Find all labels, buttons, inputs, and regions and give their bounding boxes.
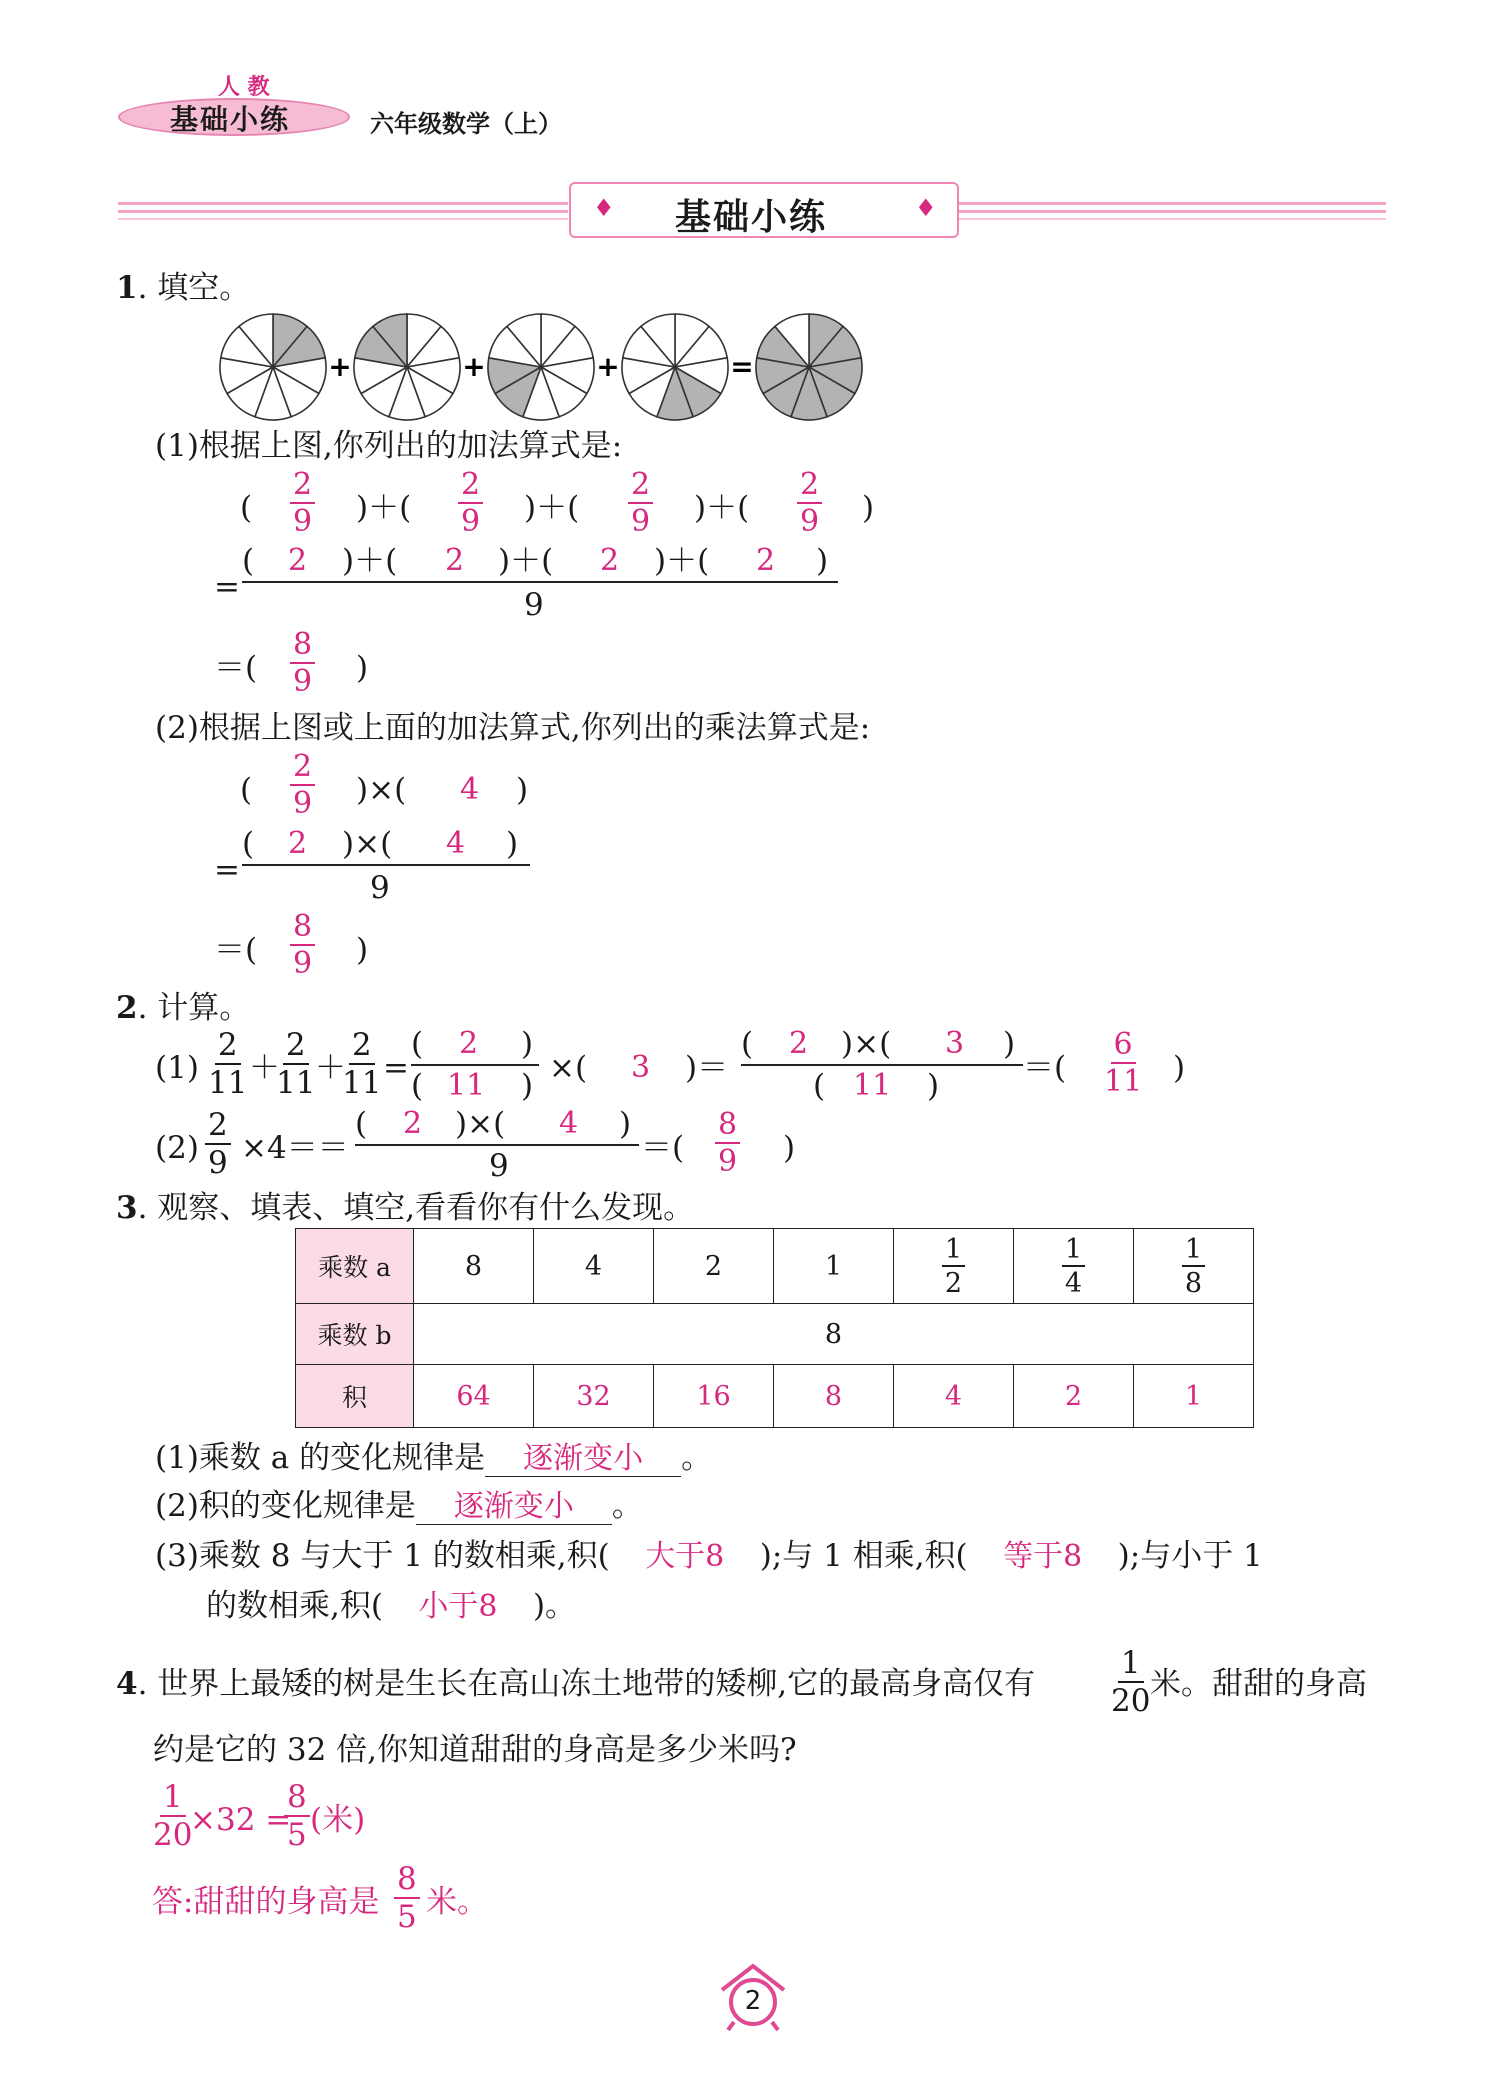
banner-title: 基础小练 bbox=[675, 196, 828, 238]
table-cell: 1 bbox=[774, 1229, 894, 1304]
q1-number: 1 bbox=[116, 270, 138, 306]
q1-title: 1. 填空。 bbox=[116, 270, 251, 306]
q1-sum-line: ( $\frac{2}{9}$ )＋( $\frac{2}{9}$ )＋( $\frac{2}{9}$ )＋( $\frac{2}{9}$ ) bbox=[240, 467, 875, 539]
table-cell: 64 bbox=[414, 1365, 534, 1428]
q4-text-line2: 约是它的 32 倍,你知道甜甜的身高是多少米吗? bbox=[153, 1732, 797, 1768]
q2-part2: (2) $\frac{2}{9}$ ×4＝＝ ( 2 )×( 4 ) 9 ＝( $\frac{8}{9}$ ) bbox=[155, 1106, 796, 1184]
row-a-label: 乘数 a bbox=[296, 1229, 414, 1304]
table-cell: 2 bbox=[654, 1229, 774, 1304]
q2-title: 2. 计算。 bbox=[116, 990, 251, 1026]
table-row bbox=[296, 1229, 1254, 1304]
q1-title-text: 填空。 bbox=[157, 270, 251, 306]
q3-sub3-line2: 的数相乘,积( 小于8 )。 bbox=[206, 1586, 576, 1627]
table-cell: 16 bbox=[654, 1365, 774, 1428]
row-b-label: 乘数 b bbox=[296, 1304, 414, 1365]
q3-title-text: 观察、填表、填空,看看你有什么发现。 bbox=[157, 1190, 695, 1226]
q4-answer: 答:甜甜的身高是 $\frac{8}{5}$ 米。 bbox=[152, 1861, 488, 1935]
q1-sub1-prompt: (1)根据上图,你列出的加法算式是: bbox=[155, 428, 623, 464]
banner-box bbox=[569, 182, 959, 238]
pie-diagram bbox=[215, 310, 875, 428]
q1-product-result: ＝( $\frac{8}{9}$ ) bbox=[214, 909, 369, 981]
q3-sub3-answer3: 小于8 bbox=[418, 1589, 498, 1624]
q4-text: 4. 世界上最矮的树是生长在高山冻土地带的矮柳,它的最高身高仅有 $\frac{1}{20}$ 米。甜甜的身高 bbox=[116, 1645, 1367, 1719]
series-title: 基础小练 bbox=[170, 103, 291, 136]
table-cell: 8 bbox=[774, 1365, 894, 1428]
q3-sub3: (3)乘数 8 与大于 1 的数相乘,积( 大于8 );与 1 相乘,积( 等于8 );与小于 1 bbox=[155, 1536, 1263, 1577]
table-cell: 8 bbox=[414, 1304, 1254, 1365]
table-cell: 4 bbox=[534, 1229, 654, 1304]
table-cell: $\frac{1}{2}$ bbox=[894, 1229, 1014, 1304]
q1-sub2-prompt: (2)根据上图或上面的加法算式,你列出的乘法算式是: bbox=[155, 710, 871, 746]
page-number-badge bbox=[716, 1960, 790, 2034]
table-row bbox=[296, 1365, 1254, 1428]
section-banner bbox=[118, 182, 1386, 236]
q3-number: 3 bbox=[116, 1190, 138, 1226]
multiplication-table bbox=[295, 1228, 1254, 1428]
q2-title-text: 计算。 bbox=[157, 990, 251, 1026]
page-number: 2 bbox=[744, 1986, 762, 2016]
pie-operator: = bbox=[730, 350, 754, 383]
q2-part1: (1) $\frac{2}{11}$ ＋ $\frac{2}{11}$ ＋ $\frac{2}{11}$ = ( 2 ) ( 11 ) ×( 3 )＝ ( 2 )×( 3 ) ( 11 ) ＝( $\frac{6}{11}$ ) bbox=[155, 1026, 1186, 1104]
q3-sub3-answer1: 大于8 bbox=[645, 1539, 725, 1574]
q3-sub3-answer2: 等于8 bbox=[1003, 1539, 1083, 1574]
series-small-label: 人 教 bbox=[218, 74, 270, 100]
table-cell: 4 bbox=[894, 1365, 1014, 1428]
table-cell: 8 bbox=[414, 1229, 534, 1304]
table-cell: $\frac{1}{4}$ bbox=[1014, 1229, 1134, 1304]
q4-work: $\frac{1}{20}$ ×32 = $\frac{8}{5}$ (米) bbox=[153, 1779, 366, 1853]
pie-operator: + bbox=[596, 350, 620, 383]
row-product-label: 积 bbox=[296, 1365, 414, 1428]
table-cell: $\frac{1}{8}$ bbox=[1134, 1229, 1254, 1304]
grade-subject: 六年级数学（上） bbox=[370, 109, 562, 138]
q1-sum-numerator-line: = ( 2 )＋( 2 )＋( 2 )＋( 2 ) 9 bbox=[214, 545, 854, 625]
diamond-icon: ♦ bbox=[915, 194, 937, 222]
pie-operator: + bbox=[328, 350, 352, 383]
q3-sub2-answer: 逐渐变小 bbox=[416, 1490, 612, 1525]
q1-product-line: ( $\frac{2}{9}$ )×( 4 ) bbox=[240, 749, 529, 821]
q3-sub1-answer: 逐渐变小 bbox=[485, 1442, 681, 1477]
table-row bbox=[296, 1304, 1254, 1365]
q1-sum-result: ＝( $\frac{8}{9}$ ) bbox=[214, 627, 369, 699]
table-cell: 32 bbox=[534, 1365, 654, 1428]
table-cell: 1 bbox=[1134, 1365, 1254, 1428]
pie-operator: + bbox=[462, 350, 486, 383]
q3-sub1: (1)乘数 a 的变化规律是 逐渐变小 。 bbox=[155, 1440, 713, 1476]
q1-product-fraction: = ( 2 )×( 4 ) 9 bbox=[214, 828, 534, 908]
header bbox=[118, 60, 588, 150]
q3-sub2: (2)积的变化规律是 逐渐变小 。 bbox=[155, 1488, 643, 1524]
diamond-icon: ♦ bbox=[593, 194, 615, 222]
table-cell: 2 bbox=[1014, 1365, 1134, 1428]
q2-number: 2 bbox=[116, 990, 138, 1026]
q4-number: 4 bbox=[116, 1666, 138, 1702]
q3-title: 3. 观察、填表、填空,看看你有什么发现。 bbox=[116, 1190, 695, 1226]
